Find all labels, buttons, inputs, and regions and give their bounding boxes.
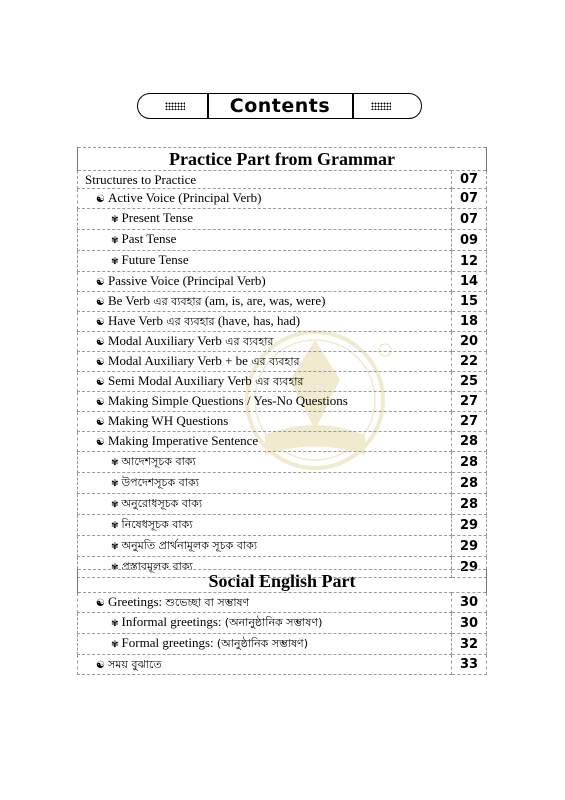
entry-text: Formal greetings: — [121, 635, 217, 650]
toc-row[interactable] — [78, 655, 487, 675]
toc-row[interactable] — [78, 593, 487, 613]
toc-row[interactable] — [78, 412, 487, 432]
flower-bullet-icon: ✾ — [111, 500, 119, 510]
entry-bangla-text: শুভেচ্ছা বা সম্ভাষণ — [165, 596, 250, 609]
entry-bangla-text: অনুরোধসূচক বাক্য — [121, 497, 203, 510]
toc-row[interactable] — [78, 171, 487, 189]
entry-bangla-text: উপদেশসূচক বাক্য — [121, 476, 199, 489]
page-number: 07 — [452, 209, 487, 230]
toc-row[interactable] — [78, 312, 487, 332]
toc-entry — [78, 272, 452, 292]
page-number: 27 — [452, 392, 487, 412]
toc-entry — [78, 292, 452, 312]
entry-text: Greetings: — [107, 594, 166, 609]
entry-bangla-text: প্রস্তাবমূলক বাক্য — [121, 560, 193, 573]
yin-yang-bullet-icon: ☯ — [96, 357, 105, 368]
flower-bullet-icon: ✾ — [111, 640, 119, 650]
yin-yang-bullet-icon: ☯ — [96, 437, 105, 448]
page-number: 07 — [452, 189, 487, 209]
toc-entry — [78, 171, 452, 189]
toc-entry — [78, 494, 452, 515]
entry-bangla-text: এর ব্যবহার — [255, 375, 304, 388]
page-number: 18 — [452, 312, 487, 332]
entry-bangla-text: এর ব্যবহার — [166, 315, 215, 328]
entry-bangla-text: এর ব্যবহার — [153, 295, 202, 308]
toc-entry — [78, 312, 452, 332]
toc-entry — [78, 473, 452, 494]
toc-entry — [78, 412, 452, 432]
entry-text: Past Tense — [121, 231, 177, 246]
yin-yang-bullet-icon: ☯ — [96, 297, 105, 308]
entry-bangla-text: (অনানুষ্ঠানিক সম্ভাষণ) — [224, 616, 323, 629]
flower-bullet-icon: ✾ — [111, 458, 119, 468]
toc-entry — [78, 432, 452, 452]
contents-title: Contents — [229, 95, 331, 117]
page-number: 29 — [452, 515, 487, 536]
entry-bangla-text: এর ব্যবহার — [225, 335, 274, 348]
flower-bullet-icon: ✾ — [111, 521, 119, 531]
toc-row[interactable] — [78, 494, 487, 515]
toc-entry — [78, 209, 452, 230]
flower-bullet-icon: ✾ — [111, 257, 119, 267]
entry-bangla-text: এর ব্যবহার — [251, 355, 300, 368]
entry-text: Making WH Questions — [107, 413, 229, 428]
toc-row[interactable] — [78, 452, 487, 473]
yin-yang-bullet-icon: ☯ — [96, 194, 105, 205]
toc-row[interactable] — [78, 352, 487, 372]
page-number: 20 — [452, 332, 487, 352]
entry-text: Be Verb — [107, 293, 154, 308]
toc-row[interactable] — [78, 230, 487, 251]
flower-bullet-icon: ✾ — [111, 563, 119, 573]
toc-row[interactable] — [78, 272, 487, 292]
toc-entry — [78, 332, 452, 352]
entry-suffix: (have, has, had) — [214, 313, 301, 328]
toc-entry — [78, 230, 452, 251]
toc-entry — [78, 536, 452, 557]
yin-yang-bullet-icon: ☯ — [96, 277, 105, 288]
page-number: 07 — [452, 171, 487, 189]
flower-bullet-icon: ✾ — [111, 619, 119, 629]
toc-row[interactable] — [78, 189, 487, 209]
yin-yang-bullet-icon: ☯ — [96, 377, 105, 388]
section-header: Practice Part from Grammar — [78, 148, 487, 171]
entry-suffix: (am, is, are, was, were) — [201, 293, 326, 308]
page-number: 30 — [452, 613, 487, 634]
page-number: 09 — [452, 230, 487, 251]
dots-ornament-right-icon — [371, 102, 391, 110]
toc-entry — [78, 392, 452, 412]
flower-bullet-icon: ✾ — [111, 479, 119, 489]
entry-text: Informal greetings: — [121, 614, 225, 629]
toc-entry — [78, 613, 452, 634]
toc-row[interactable] — [78, 292, 487, 312]
page-number: 27 — [452, 412, 487, 432]
toc-row[interactable] — [78, 251, 487, 272]
entry-text: Present Tense — [121, 210, 193, 225]
page-number: 28 — [452, 432, 487, 452]
toc-entry — [78, 251, 452, 272]
entry-bangla-text: অনুমতি প্রার্থনামূলক সূচক বাক্য — [121, 539, 258, 552]
yin-yang-bullet-icon: ☯ — [96, 417, 105, 428]
toc-row[interactable] — [78, 473, 487, 494]
entry-text: Future Tense — [121, 252, 189, 267]
flower-bullet-icon: ✾ — [111, 542, 119, 552]
entry-text: Active Voice (Principal Verb) — [107, 190, 262, 205]
entry-text: Passive Voice (Principal Verb) — [107, 273, 266, 288]
section-header-row — [78, 570, 487, 593]
page-number: 28 — [452, 494, 487, 515]
entry-text: Making Simple Questions / Yes-No Questions — [107, 393, 348, 408]
page-number: 28 — [452, 473, 487, 494]
toc-row[interactable] — [78, 392, 487, 412]
yin-yang-bullet-icon: ☯ — [96, 598, 105, 609]
toc-entry — [78, 593, 452, 613]
page-number: 22 — [452, 352, 487, 372]
grammar-contents-table — [77, 147, 487, 578]
entry-text: Making Imperative Sentence — [107, 433, 259, 448]
entry-bangla-text: সময় বুঝাতে — [107, 658, 162, 671]
yin-yang-bullet-icon: ☯ — [96, 397, 105, 408]
social-contents-table — [77, 569, 487, 675]
toc-row[interactable] — [78, 536, 487, 557]
toc-row[interactable] — [78, 613, 487, 634]
toc-row[interactable] — [78, 372, 487, 392]
yin-yang-bullet-icon: ☯ — [96, 317, 105, 328]
toc-entry — [78, 655, 452, 675]
flower-bullet-icon: ✾ — [111, 236, 119, 246]
page-number: 32 — [452, 634, 487, 655]
page-number: 12 — [452, 251, 487, 272]
page-number: 33 — [452, 655, 487, 675]
entry-text: Modal Auxiliary Verb + be — [107, 353, 252, 368]
page-number: 25 — [452, 372, 487, 392]
entry-text: Have Verb — [107, 313, 167, 328]
contents-banner — [137, 93, 424, 121]
section-header: Social English Part — [78, 570, 487, 593]
page-number: 30 — [452, 593, 487, 613]
entry-bangla-text: আদেশসূচক বাক্য — [121, 455, 196, 468]
page-number: 15 — [452, 292, 487, 312]
entry-bangla-text: নিষেধসূচক বাক্য — [121, 518, 193, 531]
page-number: 28 — [452, 452, 487, 473]
toc-entry — [78, 352, 452, 372]
toc-row[interactable] — [78, 634, 487, 655]
entry-bangla-text: (আনুষ্ঠানিক সম্ভাষণ) — [216, 637, 308, 650]
yin-yang-bullet-icon: ☯ — [96, 660, 105, 671]
toc-row[interactable] — [78, 209, 487, 230]
flower-bullet-icon: ✾ — [111, 215, 119, 225]
toc-row[interactable] — [78, 332, 487, 352]
toc-entry — [78, 515, 452, 536]
toc-entry — [78, 634, 452, 655]
toc-row[interactable] — [78, 515, 487, 536]
toc-entry — [78, 452, 452, 473]
entry-text: Structures to Practice — [85, 172, 197, 187]
page-number: 14 — [452, 272, 487, 292]
toc-entry — [78, 372, 452, 392]
dots-ornament-left-icon — [165, 102, 185, 110]
page-number: 29 — [452, 536, 487, 557]
entry-text: Modal Auxiliary Verb — [107, 333, 226, 348]
section-header-row — [78, 148, 487, 171]
yin-yang-bullet-icon: ☯ — [96, 337, 105, 348]
toc-entry — [78, 189, 452, 209]
page-number: 29 — [452, 557, 487, 578]
toc-row[interactable] — [78, 432, 487, 452]
entry-text: Semi Modal Auxiliary Verb — [107, 373, 256, 388]
